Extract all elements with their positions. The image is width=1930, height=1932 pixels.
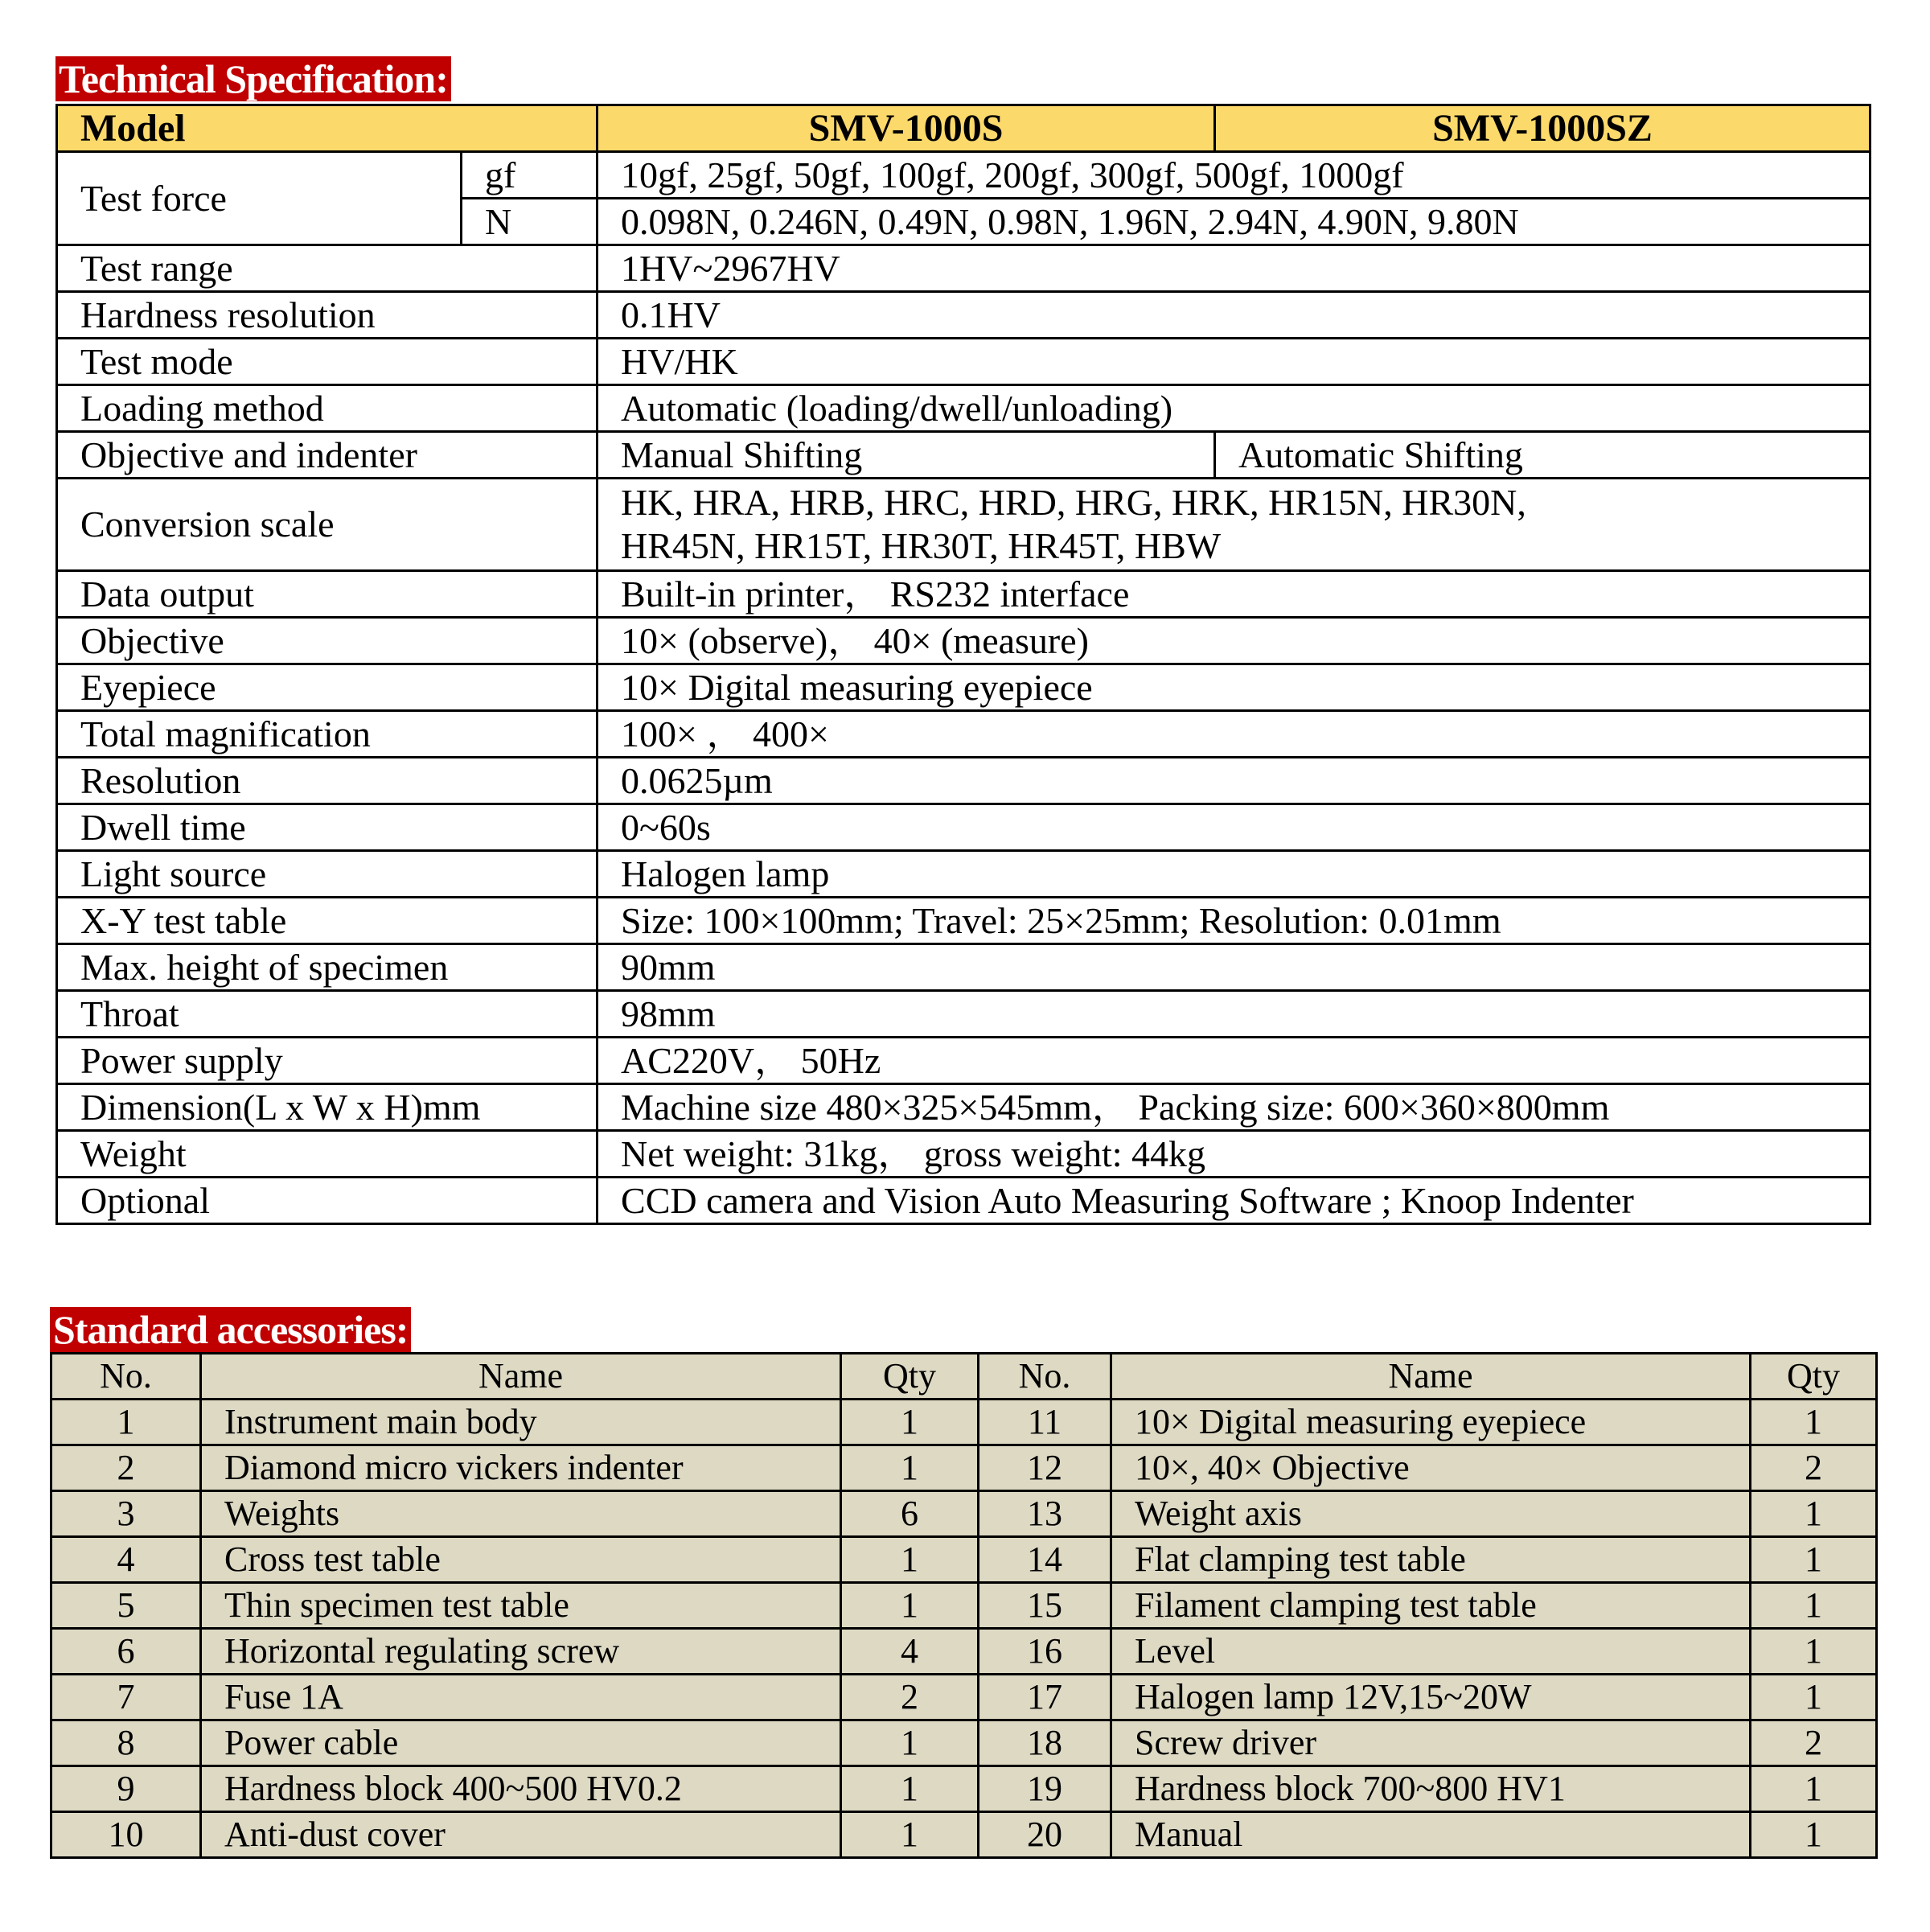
spec-label: Eyepiece [57,664,597,711]
spec-table [55,104,1871,1225]
item-name: Manual [1111,1812,1751,1858]
column-header: No. [979,1354,1111,1400]
spec-row [57,898,1870,944]
accessories-table [50,1352,1878,1859]
item-qty: 6 [841,1491,979,1537]
column-header: No. [51,1354,201,1400]
spec-label: Dwell time [57,804,597,851]
spec-value: 10× Digital measuring eyepiece [597,664,1870,711]
item-name: Weights [201,1491,841,1537]
accessories-header-row [51,1354,1877,1400]
spec-value: 0.1HV [597,292,1870,339]
spec-label: Objective [57,618,597,664]
spec-header-row [57,105,1870,152]
conversion-line-2: HR45N, HR15T, HR30T, HR45T, HBW [621,525,1222,566]
spec-value: HV/HK [597,339,1870,385]
accessory-row [51,1629,1877,1675]
item-number: 13 [979,1491,1111,1537]
accessory-row [51,1812,1877,1858]
spec-row [57,944,1870,991]
spec-value: 0.0625µm [597,758,1870,804]
spec-label: X-Y test table [57,898,597,944]
spec-row [57,1038,1870,1084]
spec-value: Halogen lamp [597,851,1870,898]
spec-row [57,1131,1870,1178]
item-name: Fuse 1A [201,1675,841,1720]
item-name: Instrument main body [201,1400,841,1445]
spec-row [57,385,1870,432]
spec-value: Size: 100×100mm; Travel: 25×25mm; Resolution: 0.01mm [597,898,1870,944]
item-number: 19 [979,1766,1111,1812]
item-number: 12 [979,1445,1111,1491]
item-qty: 1 [841,1583,979,1629]
item-number: 16 [979,1629,1111,1675]
spec-label: Data output [57,571,597,618]
item-name: Anti-dust cover [201,1812,841,1858]
spec-value: 100× ， 400× [597,711,1870,758]
accessory-row [51,1766,1877,1812]
spec-row-objective-indenter [57,432,1870,479]
spec-value: 1HV~2967HV [597,245,1870,292]
spec-row [57,804,1870,851]
spec-value: 0~60s [597,804,1870,851]
item-number: 20 [979,1812,1111,1858]
spec-row [57,339,1870,385]
spec-row [57,1084,1870,1131]
item-qty: 2 [841,1675,979,1720]
item-qty: 1 [841,1445,979,1491]
spec-row-conversion-scale [57,479,1870,571]
spec-value: 10gf, 25gf, 50gf, 100gf, 200gf, 300gf, 500gf, 1000gf [597,152,1870,199]
spec-label: Power supply [57,1038,597,1084]
spec-row [57,292,1870,339]
spec-row [57,711,1870,758]
spec-label: Test range [57,245,597,292]
item-number: 15 [979,1583,1111,1629]
spec-label: Optional [57,1178,597,1224]
item-name: Hardness block 700~800 HV1 [1111,1766,1751,1812]
item-qty: 1 [841,1812,979,1858]
model-2: SMV-1000SZ [1215,105,1870,152]
unit-n: N [462,199,597,245]
spec-row [57,571,1870,618]
spec-row-test-force-gf [57,152,1870,199]
spec-value: 10× (observe)， 40× (measure) [597,618,1870,664]
spec-label: Hardness resolution [57,292,597,339]
accessories-section-title: Standard accessories: [50,1307,411,1352]
unit-gf: gf [462,152,597,199]
spec-value: Automatic (loading/dwell/unloading) [597,385,1870,432]
item-name: Level [1111,1629,1751,1675]
item-qty: 1 [1751,1675,1877,1720]
item-name: 10×, 40× Objective [1111,1445,1751,1491]
item-number: 11 [979,1400,1111,1445]
item-name: Hardness block 400~500 HV0.2 [201,1766,841,1812]
item-name: Horizontal regulating screw [201,1629,841,1675]
item-qty: 1 [1751,1766,1877,1812]
column-header: Qty [841,1354,979,1400]
item-name: Filament clamping test table [1111,1583,1751,1629]
item-qty: 2 [1751,1720,1877,1766]
spec-row [57,991,1870,1038]
accessory-row [51,1675,1877,1720]
item-number: 3 [51,1491,201,1537]
item-qty: 1 [841,1766,979,1812]
item-number: 17 [979,1675,1111,1720]
spec-value: Machine size 480×325×545mm， Packing size: 600×360×800mm [597,1084,1870,1131]
item-qty: 4 [841,1629,979,1675]
item-number: 2 [51,1445,201,1491]
item-name: Flat clamping test table [1111,1537,1751,1583]
spec-value-model-1: Manual Shifting [597,432,1215,479]
item-name: Weight axis [1111,1491,1751,1537]
spec-label: Resolution [57,758,597,804]
item-number: 4 [51,1537,201,1583]
spec-row [57,1178,1870,1224]
accessory-row [51,1400,1877,1445]
accessory-row [51,1445,1877,1491]
spec-label: Weight [57,1131,597,1178]
item-name: Thin specimen test table [201,1583,841,1629]
item-qty: 2 [1751,1445,1877,1491]
column-header: Name [1111,1354,1751,1400]
item-qty: 1 [1751,1583,1877,1629]
spec-value: Net weight: 31kg， gross weight: 44kg [597,1131,1870,1178]
item-name: Halogen lamp 12V,15~20W [1111,1675,1751,1720]
item-number: 10 [51,1812,201,1858]
item-qty: 1 [841,1720,979,1766]
spec-label: Objective and indenter [57,432,597,479]
spec-value: AC220V， 50Hz [597,1038,1870,1084]
accessory-row [51,1537,1877,1583]
item-qty: 1 [1751,1629,1877,1675]
item-qty: 1 [1751,1400,1877,1445]
item-qty: 1 [841,1537,979,1583]
spec-label: Max. height of specimen [57,944,597,991]
spec-label: Dimension(L x W x H)mm [57,1084,597,1131]
spec-row [57,618,1870,664]
accessory-row [51,1491,1877,1537]
spec-value-model-2: Automatic Shifting [1215,432,1870,479]
spec-value: Built-in printer， RS232 interface [597,571,1870,618]
item-number: 18 [979,1720,1111,1766]
spec-row [57,664,1870,711]
item-name: Cross test table [201,1537,841,1583]
spec-label: Throat [57,991,597,1038]
item-name: Power cable [201,1720,841,1766]
spec-value: CCD camera and Vision Auto Measuring Software ; Knoop Indenter [597,1178,1870,1224]
spec-row [57,851,1870,898]
spec-row [57,758,1870,804]
spec-label: Loading method [57,385,597,432]
item-number: 6 [51,1629,201,1675]
item-name: Diamond micro vickers indenter [201,1445,841,1491]
item-qty: 1 [1751,1491,1877,1537]
spec-row [57,245,1870,292]
item-number: 9 [51,1766,201,1812]
item-number: 7 [51,1675,201,1720]
model-1: SMV-1000S [597,105,1215,152]
spec-label: Test mode [57,339,597,385]
accessory-row [51,1720,1877,1766]
spec-label: Light source [57,851,597,898]
column-header: Name [201,1354,841,1400]
item-qty: 1 [1751,1812,1877,1858]
column-header: Qty [1751,1354,1877,1400]
spec-value: 98mm [597,991,1870,1038]
conversion-line-1: HK, HRA, HRB, HRC, HRD, HRG, HRK, HR15N, HR30N, [621,482,1526,523]
spec-value: 90mm [597,944,1870,991]
item-qty: 1 [1751,1537,1877,1583]
item-number: 5 [51,1583,201,1629]
item-number: 14 [979,1537,1111,1583]
item-qty: 1 [841,1400,979,1445]
spec-value: 0.098N, 0.246N, 0.49N, 0.98N, 1.96N, 2.94N, 4.90N, 9.80N [597,199,1870,245]
spec-label: Total magnification [57,711,597,758]
spec-value [597,479,1870,571]
accessory-row [51,1583,1877,1629]
item-name: 10× Digital measuring eyepiece [1111,1400,1751,1445]
item-number: 1 [51,1400,201,1445]
item-name: Screw driver [1111,1720,1751,1766]
spec-label: Conversion scale [57,479,597,571]
model-label: Model [57,105,597,152]
spec-label: Test force [57,152,462,245]
item-number: 8 [51,1720,201,1766]
spec-section-title: Technical Specification: [55,56,451,101]
